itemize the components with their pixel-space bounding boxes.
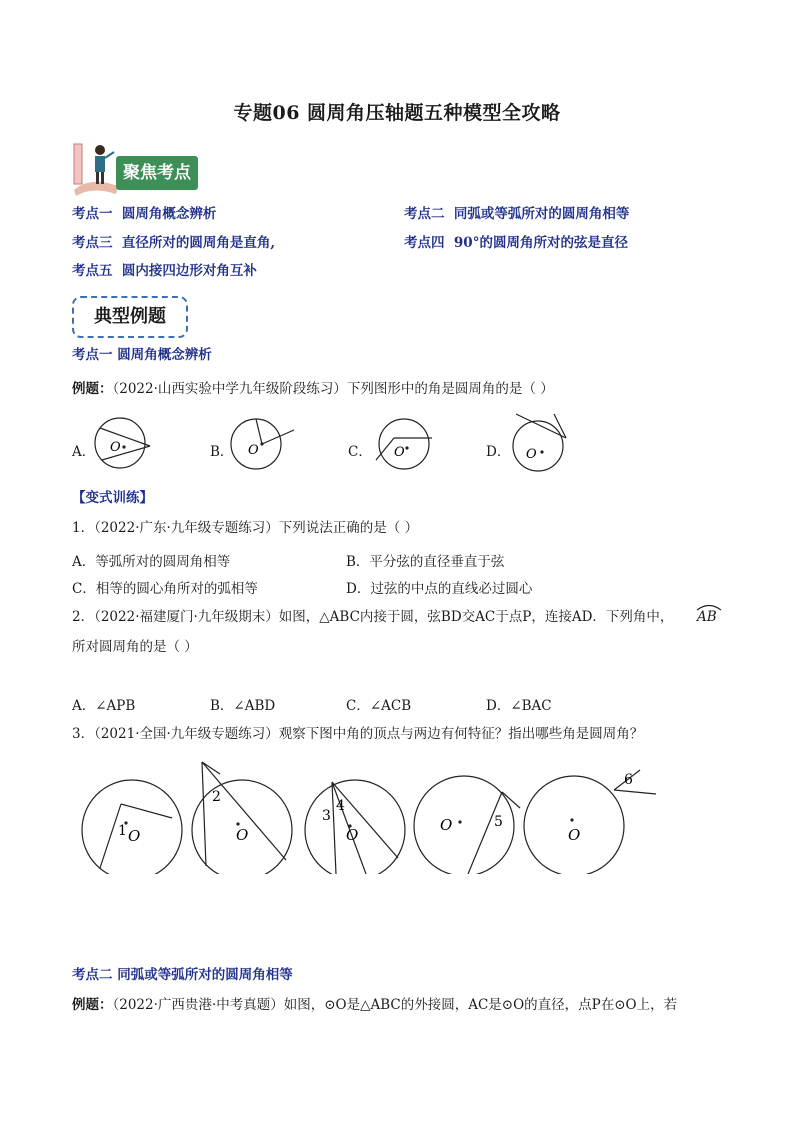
q1-option-c: C．相等的圆心角所对的弧相等 <box>72 581 258 597</box>
option-d-label: D． <box>486 444 511 460</box>
q1-option-b: B．平分弦的直径垂直于弦 <box>346 554 505 570</box>
svg-text:1: 1 <box>118 823 127 839</box>
figure-a <box>92 414 156 472</box>
example-2: 例题：（2022·广西贵港·中考真题）如图，⊙O是△ABC的外接圆，AC是⊙O的直径，点P在⊙O上，若 <box>72 997 678 1013</box>
focus-points-banner: 聚焦考点 <box>116 156 198 190</box>
section-heading-2: 考点二 同弧或等弧所对的圆周角相等 <box>72 967 293 983</box>
q3-circle-5 <box>524 770 656 874</box>
kaodian-2: 考点二 同弧或等弧所对的圆周角相等 <box>404 206 630 222</box>
kaodian-3: 考点三 直径所对的圆周角是直角, <box>72 235 276 251</box>
q2-option-b: B．∠ABD <box>210 698 276 714</box>
question-1: 1．（2022·广东·九年级专题练习）下列说法正确的是（ ） <box>72 520 419 536</box>
svg-text:O: O <box>128 827 141 845</box>
svg-text:O: O <box>248 443 259 458</box>
figure-b <box>228 414 298 472</box>
q1-option-d: D．过弦的中点的直线必过圆心 <box>346 581 533 597</box>
q2-option-d: D．∠BAC <box>486 698 552 714</box>
q3-circle-4 <box>414 776 520 874</box>
svg-text:O: O <box>526 447 537 462</box>
svg-text:O: O <box>394 445 405 460</box>
teacher-figure-icon <box>70 140 122 196</box>
q2-option-c: C．∠ACB <box>346 698 412 714</box>
question-3: 3．（2021·全国·九年级专题练习）观察下图中角的顶点与两边有何特征？指出哪些角是圆周角？ <box>72 726 644 742</box>
svg-text:O: O <box>346 826 359 844</box>
kaodian-1: 考点一 圆周角概念辨析 <box>72 206 217 222</box>
q3-figures <box>74 756 664 874</box>
q1-option-a: A．等弧所对的圆周角相等 <box>72 554 231 570</box>
page-title: 专题06 圆周角压轴题五种模型全攻略 <box>233 102 561 124</box>
svg-text:O: O <box>440 816 453 834</box>
svg-text:O: O <box>568 826 581 844</box>
typical-examples-badge: 典型例题 <box>72 296 188 338</box>
variant-training-heading: 【变式训练】 <box>72 490 153 506</box>
section-heading-1: 考点一 圆周角概念辨析 <box>72 347 212 363</box>
svg-text:O: O <box>110 440 121 455</box>
kaodian-4: 考点四 90°的圆周角所对的弦是直径 <box>404 235 628 251</box>
example-1: 例题：（2022·山西实验中学九年级阶段练习）下列图形中的角是圆周角的是（ ） <box>72 381 554 397</box>
q2-option-a: A．∠APB <box>72 698 136 714</box>
option-c-label: C． <box>348 444 372 460</box>
svg-text:6: 6 <box>624 772 633 788</box>
option-b-label: B． <box>210 444 234 460</box>
kaodian-5: 考点五 圆内接四边形对角互补 <box>72 263 257 279</box>
figure-d <box>506 410 576 474</box>
q3-circle-2 <box>192 762 292 874</box>
svg-text:O: O <box>236 826 249 844</box>
question-2-line-2: 所对圆周角的是（ ） <box>72 639 198 655</box>
svg-text:3: 3 <box>322 808 331 824</box>
svg-text:4: 4 <box>336 798 345 814</box>
option-a-label: A． <box>72 444 96 460</box>
arc-ab-symbol: AB <box>694 601 724 627</box>
svg-text:5: 5 <box>494 814 503 830</box>
figure-c <box>372 414 436 472</box>
svg-text:2: 2 <box>212 789 221 805</box>
q3-circle-1 <box>82 780 182 874</box>
question-2-line-1: 2．（2022·福建厦门·九年级期末）如图，△ABC内接于圆，弦BD交AC于点P，连接AD．下列角中， <box>72 609 674 625</box>
q3-circle-3 <box>305 780 405 874</box>
